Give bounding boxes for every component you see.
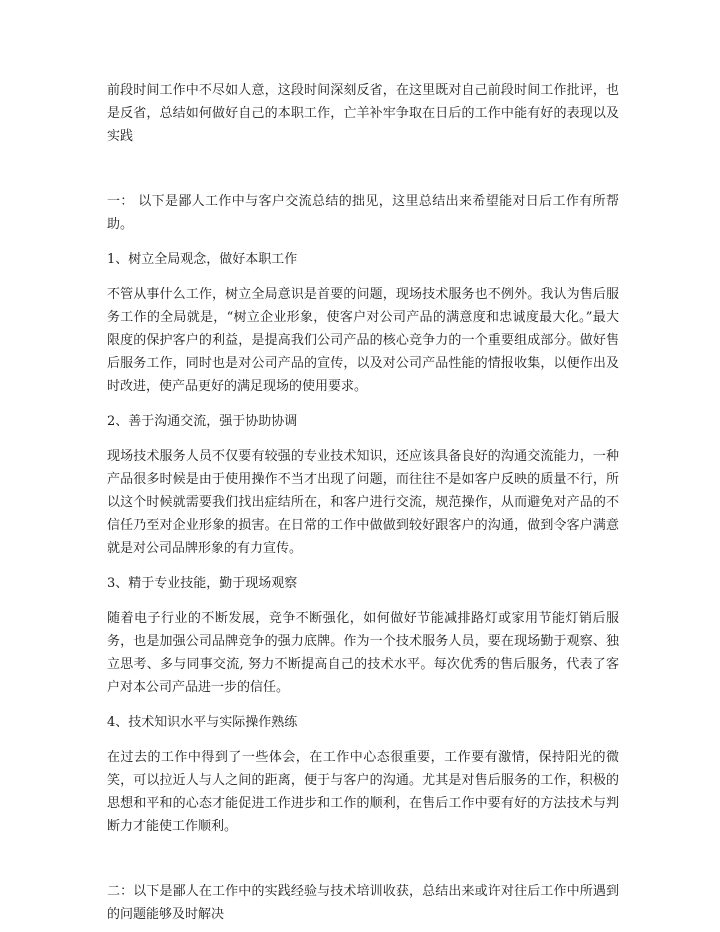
section-one-intro: 一： 以下是鄙人工作中与客户交流总结的拙见，这里总结出来希望能对日后工作有所帮助。 xyxy=(107,194,619,232)
section-paragraph: 在过去的工作中得到了一些体会，在工作中心态很重要，工作要有激情，保持阳光的微笑，可以拉近人与人之间的距离，便于与客户的沟通。尤其是对售后服务的工作，积极的思想和平和的心态才能促进工作进步和工作的顺利，在售后工作中要有好的方法技术与判断力才能使工作顺利。 xyxy=(107,750,619,834)
intro-paragraph: 前段时间工作中不尽如人意，这段时间深刻反省，在这里既对自己前段时间工作批评，也是反省，总结如何做好自己的本职工作，亡羊补牢争取在日后的工作中能有好的表现以及实践 xyxy=(107,83,619,144)
section-heading: 3、精于专业技能，勤于现场观察 xyxy=(107,576,298,591)
section-paragraph: 现场技术服务人员不仅要有较强的专业技术知识，还应该具备良好的沟通交流能力，一种产品很多时候是由于使用操作不当才出现了问题，而往往不是如客户反映的质量不行，所以这个时候就需要我们找出症结所在，和客户进行交流，规范操作，从而避免对产品的不信任乃至对企业形象的损害。在日常的工作中做做到较好跟客户的沟通，做到令客户满意就是对公司品牌形象的有力宣传。 xyxy=(107,449,619,556)
section-heading: 2、善于沟通交流，强于协助协调 xyxy=(107,414,298,429)
document-page xyxy=(107,79,619,926)
section-paragraph: 随着电子行业的不断发展，竞争不断强化，如何做好节能减排路灯或家用节能灯销后服务，也是加强公司品牌竞争的强力底牌。作为一个技术服务人员，要在现场勤于观察、独立思考、多与同事交流, 努力不断提高自己的技术水平。每次优秀的售后服务，代表了客户对本公司产品进一步的信任。 xyxy=(107,611,619,695)
section-heading: 1、树立全局观念，做好本职工作 xyxy=(107,252,298,267)
section-two-intro: 二：以下是鄙人在工作中的实践经验与技术培训收获，总结出来或许对往后工作中所遇到的问题能够及时解决 xyxy=(107,884,619,922)
section-paragraph: 不管从事什么工作，树立全局意识是首要的问题，现场技术服务也不例外。我认为售后服务工作的全局就是，“树立企业形象，使客户对公司产品的满意度和忠诚度最大化。”最大限度的保护客户的利益，是提高我们公司产品的核心竞争力的一个重要组成部分。做好售后服务工作，同时也是对公司产品的宣传，以及对公司产品性能的情报收集，以便作出及时改进，使产品更好的满足现场的使用要求。 xyxy=(107,287,619,394)
section-heading: 4、技术知识水平与实际操作熟练 xyxy=(107,715,298,730)
